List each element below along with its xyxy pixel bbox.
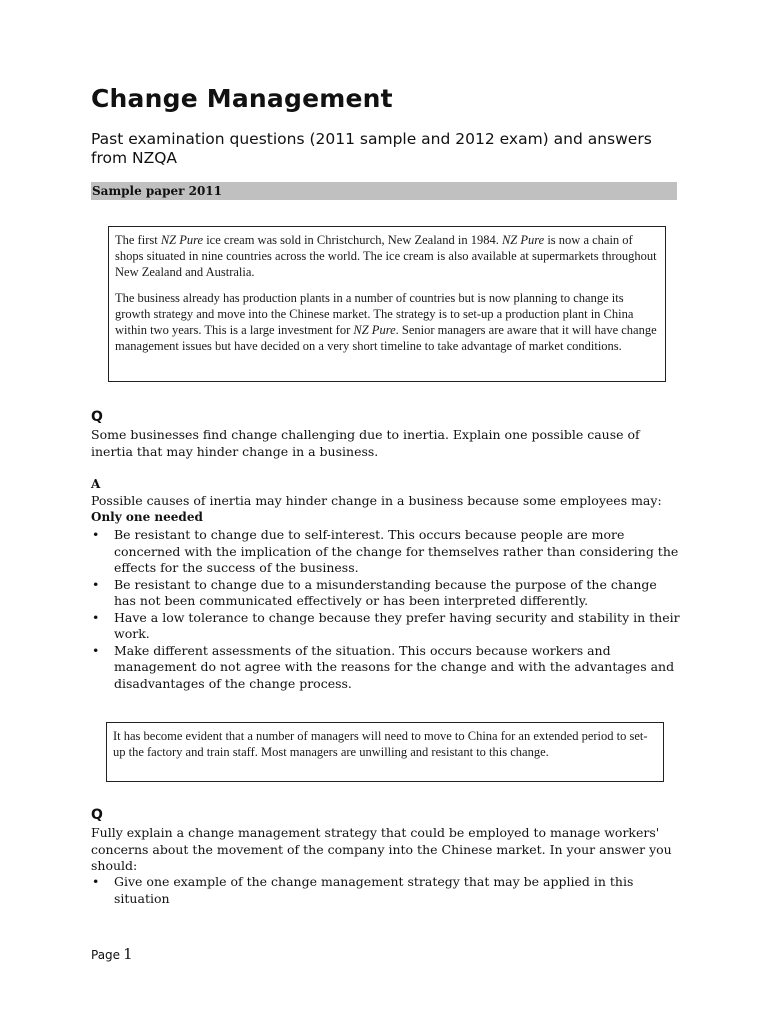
bullet-icon: • — [92, 527, 100, 542]
document-subtitle: Past examination questions (2011 sample and 2012 exam) and answers from NZQA — [91, 130, 652, 167]
bullet-icon: • — [92, 576, 100, 592]
answer-note: Only one needed — [91, 510, 203, 524]
question-2-text: Fully explain a change management strategy that could be employed to manage workers' concerns about the movement of the company into the Chinese market. In your answer you should: — [91, 825, 672, 873]
page-number: 1 — [123, 945, 133, 963]
answer-bullet-list — [91, 527, 681, 692]
list-item: • Be resistant to change due to self-interest. This occurs because people are more concerned with the implication of the change for themselves rather than considering the effects for the success of the business. — [92, 527, 679, 575]
list-item: • Make different assessments of the situation. This occurs because workers and management do not agree with the reasons for the change and with the advantages and disadvantages of the change process. — [92, 642, 675, 691]
page-label: Page — [91, 948, 121, 962]
scenario-2-text: It has become evident that a number of managers will need to move to China for an extended period to set-up the factory and train staff. Most managers are unwilling and resistant to this change. — [113, 729, 648, 759]
answer-marker: A — [91, 477, 101, 491]
scenario-box-2 — [106, 722, 664, 782]
question-1-text: Some businesses find change challenging due to inertia. Explain one possible cause of inertia that may hinder change in a business. — [91, 427, 640, 459]
document-title: Change Management — [91, 84, 393, 113]
bullet-icon: • — [92, 609, 100, 625]
question-2-bullet-list — [91, 874, 681, 907]
brand-name: NZ Pure — [160, 233, 204, 247]
answer-intro: Possible causes of inertia may hinder change in a business because some employees may: — [91, 493, 662, 508]
list-item: • Give one example of the change management strategy that may be applied in this situation — [92, 874, 634, 906]
section-heading: Sample paper 2011 — [91, 182, 677, 200]
question-marker: Q — [91, 807, 103, 823]
brand-name: NZ Pure — [501, 233, 545, 247]
scenario-1-paragraph-1: The first NZ Pure ice cream was sold in Christchurch, New Zealand in 1984. NZ Pure is now a chain of shops situated in nine countries across the world. The ice cream is also available at supermarkets throughout New Zealand and Australia. — [115, 233, 657, 279]
page-footer — [91, 945, 133, 963]
bullet-icon: • — [92, 874, 100, 889]
scenario-box-1 — [108, 226, 666, 382]
list-item: • Have a low tolerance to change because they prefer having security and stability in their work. — [92, 609, 680, 641]
list-item: • Be resistant to change due to a misunderstanding because the purpose of the change has not been communicated effectively or has been interpreted differently. — [92, 576, 657, 608]
brand-name: NZ Pure — [353, 323, 396, 337]
question-marker: Q — [91, 409, 103, 425]
bullet-icon: • — [92, 642, 100, 658]
scenario-1-paragraph-2: The business already has production plants in a number of countries but is now planning to change its growth strategy and move into the Chinese market. The strategy is to set-up a production plant in China within two years. This is a large investment for NZ Pure. Senior managers are aware that it will have change management issues but have decided on a very short timeline to take advantage of market conditions. — [115, 291, 657, 353]
